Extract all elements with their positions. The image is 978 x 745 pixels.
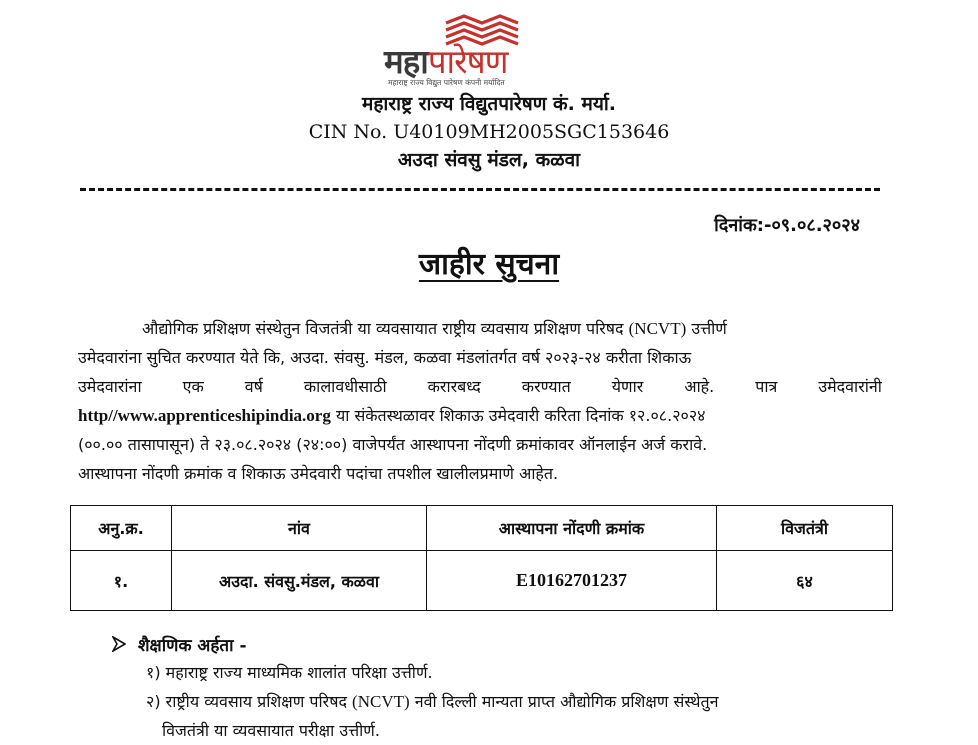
notice-title: जाहीर सुचना: [418, 247, 560, 282]
col-header-serial: अनु.क्र.: [71, 506, 172, 551]
notice-date: दिनांक:-०९.०८.२०२४: [714, 215, 860, 236]
paragraph-line: उमेदवारांना सुचित करण्यात येते कि, अउदा. संवसु. मंडल, कळवा मंडलांतर्गत वर्ष २०२३-२४ करीता शिकाऊ: [78, 348, 692, 367]
qualifications-heading: शैक्षणिक अर्हता -: [112, 630, 892, 658]
cin-number: CIN No. U40109MH2005SGC153646: [308, 121, 670, 143]
paragraph-line: औद्योगिक प्रशिक्षण संस्थेतुन विजतंत्री या व्यवसायात राष्ट्रीय व्यवसाय प्रशिक्षण परिषद (NCVT) उत्तीर्ण: [142, 319, 727, 338]
cell-electrician-count: ६४: [717, 551, 893, 611]
dashed-separator: [80, 188, 880, 191]
qualifications-section: [112, 630, 892, 745]
logo-wordmark: महापारेषण: [384, 42, 508, 81]
arrow-bullet-icon: [112, 636, 126, 652]
paragraph-line-justified: उमेदवारांना एक वर्ष कालावधीसाठी करारबध्द करण्यात येणार आहे. पात्र उमेदवारांनी: [78, 377, 882, 396]
paragraph-line: (००.०० तासापासून) ते २३.०८.२०२४ (२४:००) वाजेपर्यंत आस्थापना नोंदणी क्रमांकावर ऑनलाईन अर्ज करावे.: [78, 435, 708, 454]
cell-registration: E10162701237: [427, 551, 717, 611]
logo-subtitle: महाराष्ट्र राज्य विद्युत पारेषण कंपनी मर्यादित: [388, 78, 505, 87]
paragraph-line: आस्थापना नोंदणी क्रमांक व शिकाऊ उमेदवारी पदांचा तपशील खालीलप्रमाणे आहेत.: [78, 464, 559, 483]
qualification-item-continued: विजतंत्री या व्यवसायात परीक्षा उत्तीर्ण.: [162, 721, 380, 740]
paragraph-line: http//www.apprenticeshipindia.org या संकेतस्थळावर शिकाऊ उमेदवारी करिता दिनांक १२.०८.२०२४: [78, 406, 706, 425]
qualification-item: १) महाराष्ट्र राज्य माध्यमिक शालांत परिक्षा उत्तीर्ण.: [146, 663, 433, 682]
qualification-item: २) राष्ट्रीय व्यवसाय प्रशिक्षण परिषद (NCVT) नवी दिल्ली मान्यता प्राप्त औद्योगिक प्रशिक्षण संस्थेतुन: [146, 692, 719, 711]
company-logo: [380, 10, 585, 88]
table-row: [71, 551, 893, 611]
cell-serial: १.: [71, 551, 172, 611]
table-header-row: [71, 506, 893, 551]
col-header-electrician: विजतंत्री: [717, 506, 893, 551]
apprenticeship-url[interactable]: http//www.apprenticeshipindia.org: [78, 406, 331, 425]
office-name: अउदा संवसु मंडल, कळवा: [397, 149, 581, 171]
col-header-registration: आस्थापना नोंदणी क्रमांक: [427, 506, 717, 551]
col-header-name: नांव: [172, 506, 427, 551]
cell-name: अउदा. संवसु.मंडल, कळवा: [172, 551, 427, 611]
company-name: महाराष्ट्र राज्य विद्युतपारेषण कं. मर्या.: [361, 93, 617, 115]
establishment-table: [70, 505, 893, 611]
notice-paragraph: [78, 314, 882, 488]
